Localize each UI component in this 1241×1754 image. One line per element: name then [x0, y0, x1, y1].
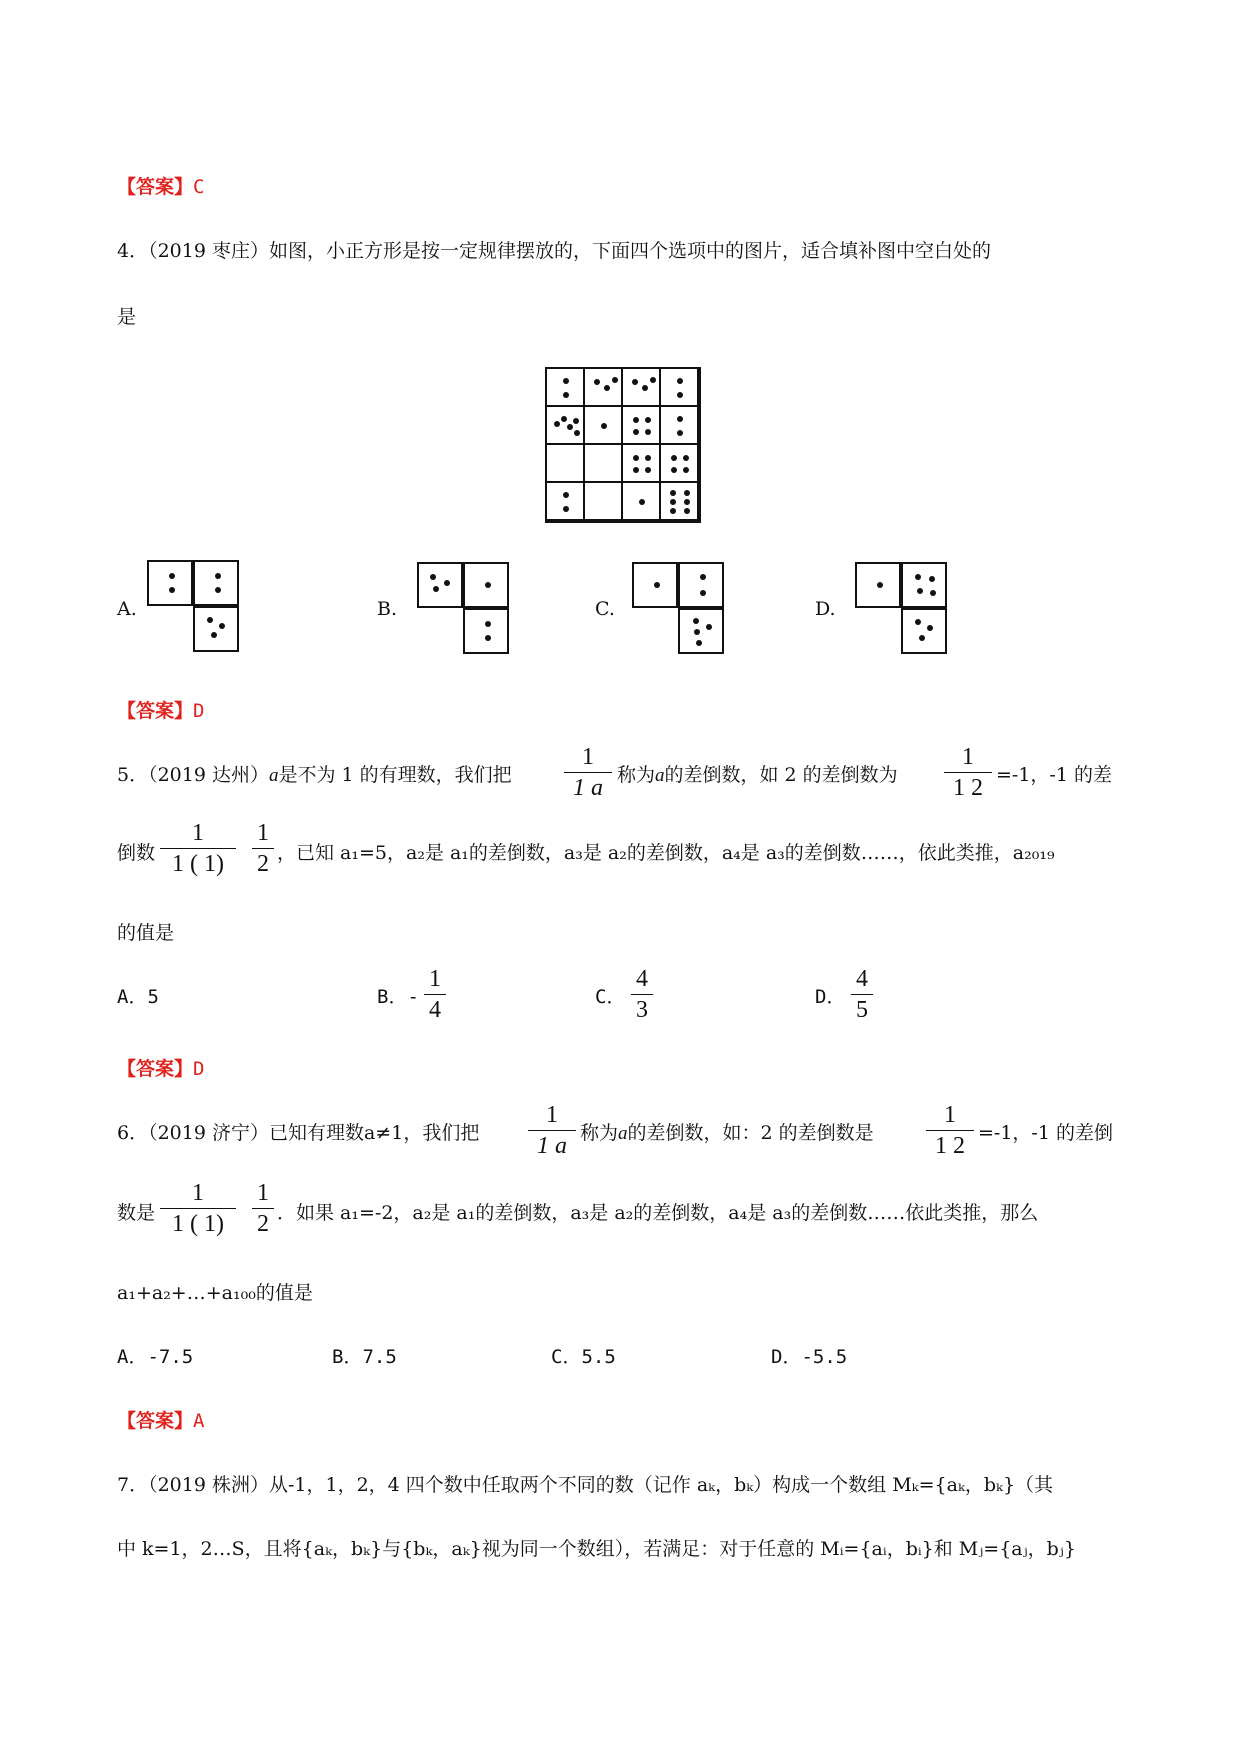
fraction-1-over-1-minus-a: [564, 744, 612, 801]
fraction-denominator: 1 2: [953, 775, 983, 801]
q5-choice-c-label: C．: [595, 986, 626, 1008]
answer-tag: 【答案】: [117, 1410, 194, 1432]
dot: [677, 378, 683, 384]
question-4-stem-line1: 4．（2019 枣庄）如图，小正方形是按一定规律摆放的，下面四个选项中的图片，适合填补图中空白处的: [117, 240, 991, 262]
dot: [670, 499, 676, 505]
question-6-line1-part3: =-1，-1 的差倒: [978, 1122, 1113, 1144]
fraction-bar: [160, 1208, 236, 1209]
var-a: a: [618, 1123, 628, 1144]
grid-cell: [583, 481, 623, 521]
grid-cell: [583, 367, 623, 407]
question-6-line1-part1: [117, 1118, 479, 1145]
dot: [601, 423, 607, 429]
grid-cell: [583, 405, 623, 445]
grid-cell: [545, 443, 585, 483]
dot: [642, 385, 648, 391]
question-7-line2: 中 k=1，2…S，且将{aₖ，bₖ}与{bₖ，aₖ}视为同一个数组），若满足：对于任意的 Mᵢ={aᵢ，bᵢ}和 Mⱼ={aⱼ，bⱼ}: [117, 1538, 1076, 1560]
fraction-1-over-1-minus-2: [926, 1102, 974, 1159]
dot: [563, 392, 569, 398]
question-6-line1-part2: [580, 1118, 874, 1145]
fraction-numerator: 1: [429, 966, 441, 992]
fraction-numerator: 1: [257, 1180, 269, 1206]
dot: [573, 418, 579, 424]
fraction-denominator: 1 ( 1): [172, 1211, 224, 1237]
var-a: a: [655, 765, 665, 786]
dot: [567, 424, 573, 430]
fraction-bar: [944, 772, 992, 773]
q5-choice-b-label: B．-: [377, 986, 419, 1008]
q6-choice-c: C．5.5: [551, 1346, 616, 1368]
dot: [670, 508, 676, 514]
fraction-denominator: 4: [429, 997, 441, 1023]
option-cell: [632, 562, 678, 608]
grid-cell: [621, 367, 661, 407]
dot: [633, 429, 639, 435]
dot: [670, 490, 676, 496]
answer-value: D: [193, 700, 205, 722]
fraction-1-over-1-minus-2: [944, 744, 992, 801]
dot: [632, 379, 638, 385]
dot: [683, 467, 689, 473]
dot: [563, 378, 569, 384]
fraction-bar: [160, 848, 236, 849]
answer-value: C: [193, 176, 205, 198]
dot: [563, 492, 569, 498]
fraction-denominator: 2: [257, 851, 269, 877]
option-cell: [855, 562, 901, 608]
dot: [645, 467, 651, 473]
fraction-1-over-2: [252, 820, 274, 877]
q5-prefix: 5．（2019 达州）: [117, 764, 269, 786]
fraction-numerator: 1: [962, 744, 974, 770]
option-cell: [147, 560, 193, 606]
q5-text: 称为: [617, 764, 656, 786]
q6-choice-a: A．-7.5: [117, 1346, 194, 1368]
q6-choice-d: D．-5.5: [771, 1346, 848, 1368]
grid-cell: [545, 481, 585, 521]
dot: [554, 421, 560, 427]
option-a-label: A.: [117, 598, 137, 620]
dot: [645, 417, 651, 423]
option-cell: [417, 562, 463, 608]
question-5-line1-part3: =-1，-1 的差: [996, 764, 1112, 786]
question-6-line2-text: ．如果 a₁=-2，a₂是 a₁的差倒数，a₃是 a₂的差倒数，a₄是 a₃的差倒数……依此类推，那么: [277, 1202, 1039, 1224]
fraction-denominator: 5: [856, 997, 868, 1023]
question-6-line3: a₁+a₂+…+a₁₀₀的值是: [117, 1282, 313, 1304]
fraction-bar: [424, 994, 446, 995]
fraction-denominator: 3: [636, 997, 648, 1023]
option-cell: [463, 608, 509, 654]
grid-cell: [545, 405, 585, 445]
fraction-numerator: 1: [257, 820, 269, 846]
dot: [677, 430, 683, 436]
fraction-numerator: 4: [636, 966, 648, 992]
fraction-1-over-1-minus-a: [528, 1102, 576, 1159]
grid-cell: [659, 367, 699, 407]
grid-cell: [659, 443, 699, 483]
dot: [645, 429, 651, 435]
q5-text: 的差倒数，如 2 的差倒数为: [664, 764, 898, 786]
fraction-denominator: 2: [257, 1211, 269, 1237]
question-5-line1-part2: [617, 760, 898, 787]
option-cell: [678, 608, 724, 654]
fraction-numerator: 4: [856, 966, 868, 992]
dot: [612, 377, 618, 383]
q5-choice-c-fraction: [631, 966, 653, 1023]
dot: [594, 379, 600, 385]
fraction-bar: [926, 1130, 974, 1131]
option-cell: [678, 562, 724, 608]
q5-choice-b-fraction: [424, 966, 446, 1023]
option-cell: [463, 562, 509, 608]
q5-choice-a: A．5: [117, 986, 159, 1008]
answer-tag: 【答案】: [117, 1058, 194, 1080]
fraction-bar: [252, 1208, 274, 1209]
fraction-bar: [528, 1130, 576, 1131]
grid-cell: [621, 443, 661, 483]
fraction-bar: [631, 994, 653, 995]
dot: [639, 499, 645, 505]
dot: [684, 508, 690, 514]
dot: [574, 430, 580, 436]
q6-choice-b: B．7.5: [332, 1346, 397, 1368]
fraction-denominator: 1 2: [935, 1133, 965, 1159]
dot: [684, 499, 690, 505]
grid-cell: [545, 367, 585, 407]
q6-text: 称为: [580, 1122, 619, 1144]
grid-cell: [659, 481, 699, 521]
fraction-denominator: 1 ( 1): [172, 851, 224, 877]
dot: [561, 416, 567, 422]
fraction-bar: [564, 772, 612, 773]
question-7-line1: 7．（2019 株洲）从-1，1，2，4 四个数中任取两个不同的数（记作 aₖ，bₖ）构成一个数组 Mₖ={aₖ，bₖ}（其: [117, 1474, 1054, 1496]
option-d-label: D.: [815, 598, 836, 620]
fraction-numerator: 1: [192, 820, 204, 846]
fraction-numerator: 1: [546, 1102, 558, 1128]
fraction-bar: [252, 848, 274, 849]
dot: [645, 455, 651, 461]
grid-cell: [583, 443, 623, 483]
q5-choice-d-fraction: [851, 966, 873, 1023]
dot: [633, 417, 639, 423]
dot: [633, 467, 639, 473]
fraction-denominator: 1 a: [537, 1133, 567, 1159]
option-cell: [901, 562, 947, 608]
question-6-line2-pre: 数是: [117, 1202, 156, 1224]
fraction-bar: [851, 994, 873, 995]
answer-line-q5: [117, 1054, 204, 1081]
fraction-numerator: 1: [192, 1180, 204, 1206]
answer-value: D: [193, 1058, 205, 1080]
question-5-line2-pre: 倒数: [117, 842, 156, 864]
option-cell: [193, 560, 239, 606]
fraction-1-over-1-minus-neg1: [160, 820, 236, 877]
option-b-label: B.: [377, 598, 398, 620]
dot: [633, 455, 639, 461]
q5-choice-d-label: D．: [815, 986, 846, 1008]
q6-text: a≠1，我们把: [363, 1122, 480, 1144]
q5-text: 是不为 1 的有理数，我们把: [278, 764, 512, 786]
answer-value: A: [193, 1410, 205, 1432]
question-5-line2-text: ，已知 a₁=5，a₂是 a₁的差倒数，a₃是 a₂的差倒数，a₄是 a₃的差倒数……，依此类推，a₂₀₁₉: [277, 842, 1055, 864]
dot: [604, 385, 610, 391]
fraction-denominator: 1 a: [573, 775, 603, 801]
dot: [683, 455, 689, 461]
dot: [563, 506, 569, 512]
q6-text: 的差倒数，如：2 的差倒数是: [627, 1122, 874, 1144]
question-5-line3: 的值是: [117, 922, 175, 944]
answer-tag: 【答案】: [117, 176, 194, 198]
question-4-stem-line2: 是: [117, 306, 137, 328]
dot: [650, 377, 656, 383]
answer-line-q6: [117, 1406, 204, 1433]
fraction-numerator: 1: [944, 1102, 956, 1128]
dot: [671, 455, 677, 461]
grid-cell: [621, 481, 661, 521]
grid-cell: [659, 405, 699, 445]
fraction-1-over-1-minus-neg1: [160, 1180, 236, 1237]
option-c-label: C.: [595, 598, 615, 620]
question-5-line1-part1: [117, 760, 512, 787]
q6-prefix: 6．（2019 济宁）已知有理数: [117, 1122, 364, 1144]
dot: [677, 416, 683, 422]
dot: [677, 392, 683, 398]
option-cell: [193, 606, 239, 652]
answer-line-q3: [117, 172, 204, 199]
option-cell: [901, 608, 947, 654]
dot: [684, 490, 690, 496]
fraction-numerator: 1: [582, 744, 594, 770]
dot: [671, 467, 677, 473]
grid-cell: [621, 405, 661, 445]
answer-tag: 【答案】: [117, 700, 194, 722]
var-a: a: [268, 765, 279, 786]
answer-line-q4: [117, 696, 204, 723]
fraction-1-over-2: [252, 1180, 274, 1237]
